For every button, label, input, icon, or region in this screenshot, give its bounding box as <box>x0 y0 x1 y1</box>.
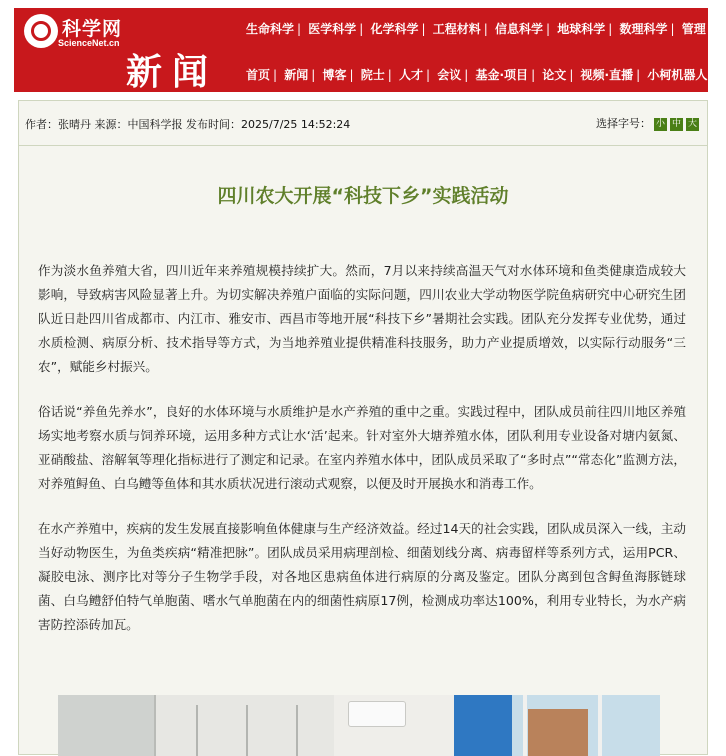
photo-curtain <box>454 695 512 756</box>
photo-shelf <box>154 695 336 756</box>
logo-icon[interactable] <box>24 14 58 48</box>
font-small-button[interactable]: 小 <box>655 118 665 129</box>
nav-more[interactable]: I <box>721 68 726 82</box>
article-photo <box>58 695 660 756</box>
article-panel <box>18 100 708 755</box>
font-large-button[interactable]: 大 <box>687 118 697 129</box>
photo-window-frame <box>598 695 602 756</box>
font-medium-button[interactable]: 中 <box>671 118 681 129</box>
author-source-date: 作者：张晴丹 来源：中国科学报 发布时间：2025/7/25 14:52:24 <box>25 118 351 131</box>
nav-news[interactable]: 新闻 <box>284 68 309 82</box>
photo-window-frame <box>523 695 527 756</box>
logo-subtitle: ScienceNet.cn <box>58 38 120 48</box>
nav-conference[interactable]: 会议 <box>437 68 462 82</box>
nav-home[interactable]: 首页 <box>246 68 271 82</box>
nav-information[interactable]: 信息科学 <box>495 22 544 36</box>
page <box>14 0 726 755</box>
paragraph-2: 俗话说“养鱼先养水”，良好的水体环境与水质维护是水产养殖的重中之重。实践过程中，团队成员前往四川地区养殖场实地考察水质与饲养环境，运用多种方式让水‘活’起来。针对室外大塘养殖水体，团队利用专业设备对塘内氨氮、亚硝酸盐、溶解氧等理化指标进行了测定和记录。在室内养殖水体中，团队成员采取了“多时点”“常态化”监测方法，对养殖鲟鱼、白乌鳢等鱼体和其水质状况进行滚动式观察，以便及时开展换水和消毒工作。 <box>38 404 686 491</box>
nav-robot[interactable]: 小柯机器人 <box>647 68 708 82</box>
nav-video[interactable]: 视频·直播 <box>580 68 634 82</box>
paragraph-3: 在水产养殖中，疾病的发生发展直接影响鱼体健康与生产经济效益。经过14天的社会实践，团队成员深入一线，主动当好动物医生，为鱼类疾病“精准把脉”。团队成员采用病理剖检、细菌划线分离、病毒留样等系列方式，运用PCR、凝胶电泳、测序比对等分子生物学手段，对各地区患病鱼体进行病原的分离及鉴定。团队分离到包含鲟鱼海豚链球菌、白乌鳢舒伯特气单胞菌、嗜水气单胞菌在内的细菌性病原17例，检测成功率达100%，利用专业特长，为水产病害防控添砖加瓦。 <box>38 521 686 632</box>
nav-math-physics[interactable]: 数理科学 <box>619 22 668 36</box>
nav-papers[interactable]: 论文 <box>542 68 567 82</box>
subject-nav: 生命科学 | 医学科学 | 化学科学 | 工程材料 | 信息科学 | 地球科学 | 数理科学 | 管理 <box>246 22 706 36</box>
paragraph-1: 作为淡水鱼养殖大省，四川近年来养殖规模持续扩大。然而，7月以来持续高温天气对水体环境和鱼类健康造成较大影响，导致病害风险显著上升。为切实解决养殖户面临的实际问题，四川农业大学动物医学院鱼病研究中心研究生团队近日赴四川省成都市、内江市、雅安市、西昌市等地开展“科技下乡”暑期社会实践。团队充分发挥专业优势，通过水质检测、病原分析、技术指导等方式，为当地养殖业提供精准科技服务，助力产业提质增效，以实际行动服务“三农”，赋能乡村振兴。 <box>38 263 686 374</box>
photo-building <box>528 709 588 756</box>
nav-earth-science[interactable]: 地球科学 <box>557 22 606 36</box>
photo-air-conditioner <box>348 701 406 727</box>
photo-cabinet <box>58 695 157 756</box>
logo-title[interactable]: 科学网 <box>62 18 123 40</box>
nav-chemistry[interactable]: 化学科学 <box>370 22 419 36</box>
nav-blog[interactable]: 博客 <box>322 68 347 82</box>
section-title: 新闻 <box>126 52 219 93</box>
nav-medical-science[interactable]: 医学科学 <box>308 22 357 36</box>
nav-engineering[interactable]: 工程材料 <box>432 22 481 36</box>
font-size-label: 选择字号： <box>596 117 651 130</box>
article-meta <box>19 101 707 146</box>
site-header <box>14 8 726 93</box>
main-nav: 首页 | 新闻 | 博客 | 院士 | 人才 | 会议 | 基金·项目 | 论文 | 视频·直播 | 小柯机器人 | I <box>246 68 726 82</box>
top-strip <box>14 0 708 8</box>
nav-talent[interactable]: 人才 <box>399 68 424 82</box>
nav-academicians[interactable]: 院士 <box>360 68 385 82</box>
article-title: 四川农大开展“科技下乡”实践活动 <box>217 185 509 207</box>
font-size-selector <box>596 115 699 131</box>
nav-life-science[interactable]: 生命科学 <box>246 22 295 36</box>
nav-funding[interactable]: 基金·项目 <box>475 68 529 82</box>
article-body <box>38 259 686 658</box>
nav-management[interactable]: 管理 <box>681 22 706 36</box>
